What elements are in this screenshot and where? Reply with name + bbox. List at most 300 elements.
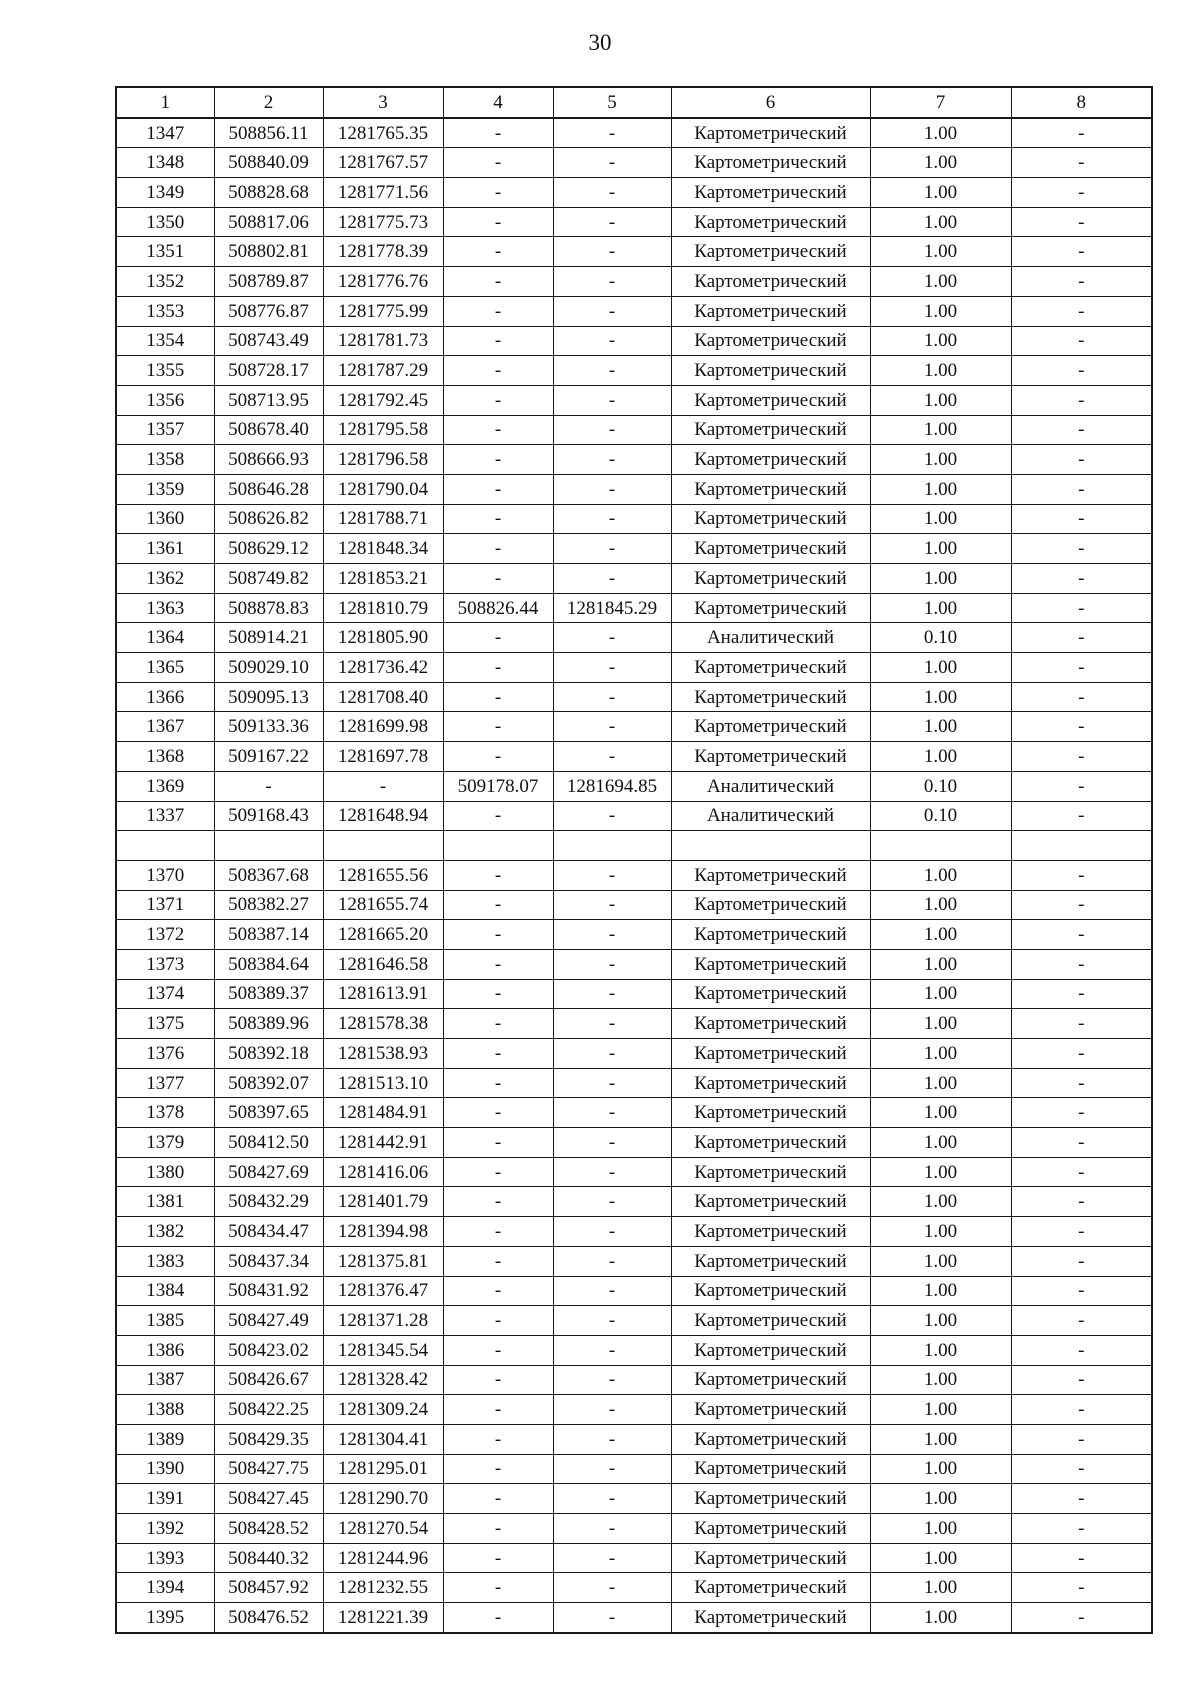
table-cell: 508428.52 (214, 1514, 323, 1544)
table-row (116, 415, 1152, 445)
table-cell: Картометрический (671, 1217, 870, 1247)
table-cell: 1362 (116, 564, 214, 594)
table-cell: 1.00 (870, 920, 1011, 950)
table-cell: - (443, 1365, 553, 1395)
table-cell (443, 831, 553, 861)
table-cell: - (443, 1335, 553, 1365)
table-cell: - (443, 1098, 553, 1128)
table-cell: - (553, 712, 671, 742)
table-cell: 1281775.99 (323, 296, 443, 326)
table-row (116, 1395, 1152, 1425)
table-cell: - (1011, 385, 1152, 415)
table-row (116, 801, 1152, 831)
table-cell: - (443, 1514, 553, 1544)
table-cell: - (443, 742, 553, 772)
table-cell: 1281694.85 (553, 771, 671, 801)
table-cell: Картометрический (671, 1514, 870, 1544)
table-cell: 508789.87 (214, 267, 323, 297)
table-cell: 508828.68 (214, 178, 323, 208)
table-cell: 1.00 (870, 742, 1011, 772)
table-row (116, 267, 1152, 297)
table-cell: Картометрический (671, 742, 870, 772)
table-cell: 1363 (116, 593, 214, 623)
table-cell: - (553, 326, 671, 356)
table-cell: - (443, 534, 553, 564)
table-cell (1011, 831, 1152, 861)
table-cell: - (443, 504, 553, 534)
table-cell: 1281848.34 (323, 534, 443, 564)
table-cell: 1368 (116, 742, 214, 772)
table-cell: Картометрический (671, 474, 870, 504)
table-cell: 508476.52 (214, 1603, 323, 1633)
table-cell: - (1011, 1039, 1152, 1069)
table-cell: - (1011, 1098, 1152, 1128)
table-cell: Картометрический (671, 1039, 870, 1069)
table-cell: - (443, 356, 553, 386)
table-cell: 1281792.45 (323, 385, 443, 415)
table-cell: 1379 (116, 1128, 214, 1158)
table-row (116, 1009, 1152, 1039)
table-cell: 1381 (116, 1187, 214, 1217)
table-cell: 1281513.10 (323, 1068, 443, 1098)
table-row (116, 445, 1152, 475)
table-cell: - (553, 1128, 671, 1158)
table-cell: - (443, 1217, 553, 1247)
table-cell: Картометрический (671, 1157, 870, 1187)
table-cell: Картометрический (671, 356, 870, 386)
table-cell: - (553, 445, 671, 475)
table-cell: - (553, 682, 671, 712)
table-cell: 1281578.38 (323, 1009, 443, 1039)
table-cell: - (553, 296, 671, 326)
table-cell: - (1011, 564, 1152, 594)
table-cell: - (443, 178, 553, 208)
table-cell: - (553, 920, 671, 950)
table-cell: - (553, 1335, 671, 1365)
table-cell: - (1011, 593, 1152, 623)
table-cell (671, 831, 870, 861)
table-cell: 1.00 (870, 385, 1011, 415)
table-cell: 508389.96 (214, 1009, 323, 1039)
table-cell: 1281232.55 (323, 1573, 443, 1603)
table-row (116, 979, 1152, 1009)
table-row (116, 237, 1152, 267)
table-cell: Картометрический (671, 326, 870, 356)
table-cell: - (443, 801, 553, 831)
table-row (116, 1128, 1152, 1158)
table-cell: - (553, 623, 671, 653)
table-cell: Картометрический (671, 653, 870, 683)
table-cell: Картометрический (671, 1187, 870, 1217)
table-cell: Картометрический (671, 207, 870, 237)
table-cell: - (553, 118, 671, 148)
table-cell: 1.00 (870, 1424, 1011, 1454)
table-cell: - (1011, 1424, 1152, 1454)
table-cell: 1352 (116, 267, 214, 297)
table-cell: 0.10 (870, 623, 1011, 653)
table-cell: 1349 (116, 178, 214, 208)
table-cell: 1281442.91 (323, 1128, 443, 1158)
table-cell: - (1011, 1187, 1152, 1217)
table-cell: - (214, 771, 323, 801)
table-cell: 509029.10 (214, 653, 323, 683)
table-cell: - (443, 979, 553, 1009)
table-cell: 1281375.81 (323, 1246, 443, 1276)
table-cell: Картометрический (671, 1009, 870, 1039)
table-cell: 1281795.58 (323, 415, 443, 445)
table-row (116, 831, 1152, 861)
table-cell: 1353 (116, 296, 214, 326)
table-cell: - (1011, 1573, 1152, 1603)
table-cell: 1357 (116, 415, 214, 445)
table-cell: 508437.34 (214, 1246, 323, 1276)
table-row (116, 1068, 1152, 1098)
header-cell: 2 (214, 87, 323, 118)
table-cell: - (1011, 1484, 1152, 1514)
table-cell: - (1011, 1365, 1152, 1395)
table-cell: 1370 (116, 860, 214, 890)
table-cell: 1.00 (870, 564, 1011, 594)
table-cell: 1281781.73 (323, 326, 443, 356)
table-cell: - (443, 1246, 553, 1276)
table-cell: Картометрический (671, 1395, 870, 1425)
table-cell: - (553, 979, 671, 1009)
table-row (116, 178, 1152, 208)
table-cell: - (443, 1454, 553, 1484)
table-cell: - (553, 1484, 671, 1514)
table-cell: 1388 (116, 1395, 214, 1425)
table-cell: - (553, 267, 671, 297)
table-cell: - (553, 653, 671, 683)
table-cell: - (553, 474, 671, 504)
table-cell: 508457.92 (214, 1573, 323, 1603)
table-cell: 1.00 (870, 207, 1011, 237)
table-row (116, 118, 1152, 148)
table-cell: Картометрический (671, 445, 870, 475)
table-cell: 508412.50 (214, 1128, 323, 1158)
table-cell: 1.00 (870, 326, 1011, 356)
table-row (116, 504, 1152, 534)
table-cell: 509095.13 (214, 682, 323, 712)
table-cell: Аналитический (671, 623, 870, 653)
table-cell: - (1011, 178, 1152, 208)
table-cell: 0.10 (870, 801, 1011, 831)
table-cell: - (553, 1424, 671, 1454)
table-cell: 1361 (116, 534, 214, 564)
table-cell: 1.00 (870, 1543, 1011, 1573)
table-cell: 1356 (116, 385, 214, 415)
table-cell: 1.00 (870, 979, 1011, 1009)
table-cell: 508749.82 (214, 564, 323, 594)
table-cell: - (1011, 415, 1152, 445)
table-cell: 1281646.58 (323, 949, 443, 979)
table-row (116, 1217, 1152, 1247)
table-cell: - (443, 623, 553, 653)
table-cell: Картометрический (671, 949, 870, 979)
table-cell: 1347 (116, 118, 214, 148)
table-cell: 1.00 (870, 178, 1011, 208)
table-cell: 1281244.96 (323, 1543, 443, 1573)
table-cell: 1281221.39 (323, 1603, 443, 1633)
table-row (116, 474, 1152, 504)
table-cell: 1.00 (870, 682, 1011, 712)
table-cell: - (553, 801, 671, 831)
table-cell: 1281788.71 (323, 504, 443, 534)
table-cell: 1365 (116, 653, 214, 683)
table-cell: - (1011, 1335, 1152, 1365)
table-cell: 1.00 (870, 534, 1011, 564)
table-cell: 1281778.39 (323, 237, 443, 267)
table-row (116, 920, 1152, 950)
table-cell: Картометрический (671, 1068, 870, 1098)
table-cell: - (443, 385, 553, 415)
table-row (116, 356, 1152, 386)
table-cell: Картометрический (671, 1335, 870, 1365)
table-cell: 1382 (116, 1217, 214, 1247)
table-cell: Картометрический (671, 1365, 870, 1395)
table-cell (553, 831, 671, 861)
table-cell: 508776.87 (214, 296, 323, 326)
table-cell: 1281371.28 (323, 1306, 443, 1336)
table-cell: 508440.32 (214, 1543, 323, 1573)
table-cell: - (1011, 860, 1152, 890)
table-cell: Картометрический (671, 237, 870, 267)
table-cell: 508427.75 (214, 1454, 323, 1484)
table-cell: 508397.65 (214, 1098, 323, 1128)
table-cell (870, 831, 1011, 861)
table-cell: 1281776.76 (323, 267, 443, 297)
table-cell: - (443, 1276, 553, 1306)
table-cell: Картометрический (671, 1128, 870, 1158)
table-cell: - (553, 1098, 671, 1128)
table-cell: 1281270.54 (323, 1514, 443, 1544)
table-cell: 508434.47 (214, 1217, 323, 1247)
table-cell: - (323, 771, 443, 801)
table-cell: 1.00 (870, 237, 1011, 267)
table-cell: - (1011, 267, 1152, 297)
header-cell: 6 (671, 87, 870, 118)
table-cell: 1.00 (870, 267, 1011, 297)
table-row (116, 1039, 1152, 1069)
table-cell: - (1011, 1306, 1152, 1336)
table-cell: Картометрический (671, 296, 870, 326)
table-cell: Картометрический (671, 267, 870, 297)
table-row (116, 148, 1152, 178)
table-cell: - (553, 1246, 671, 1276)
table-cell: 508422.25 (214, 1395, 323, 1425)
table-cell: 1358 (116, 445, 214, 475)
table-cell: - (443, 148, 553, 178)
table-row (116, 771, 1152, 801)
table-cell: - (553, 148, 671, 178)
table-cell: 1364 (116, 623, 214, 653)
table-cell: - (1011, 534, 1152, 564)
table-cell: - (553, 1068, 671, 1098)
table-cell: 1351 (116, 237, 214, 267)
table-cell: Картометрический (671, 1424, 870, 1454)
table-cell: Картометрический (671, 504, 870, 534)
table-cell: - (1011, 148, 1152, 178)
table-cell: - (443, 1068, 553, 1098)
table-cell: - (1011, 890, 1152, 920)
table-cell: - (553, 1217, 671, 1247)
table-row (116, 1187, 1152, 1217)
table-cell: - (1011, 356, 1152, 386)
table-cell: 1.00 (870, 1603, 1011, 1633)
table-cell: 1394 (116, 1573, 214, 1603)
table-cell: Картометрический (671, 1454, 870, 1484)
table-row (116, 1454, 1152, 1484)
table-cell: - (553, 1009, 671, 1039)
table-row (116, 564, 1152, 594)
header-cell: 8 (1011, 87, 1152, 118)
table-cell: 1281771.56 (323, 178, 443, 208)
table-cell: 1387 (116, 1365, 214, 1395)
table-cell: 1384 (116, 1276, 214, 1306)
table-cell: 1.00 (870, 1365, 1011, 1395)
table-cell: 508389.37 (214, 979, 323, 1009)
table-cell: 1.00 (870, 1573, 1011, 1603)
table-row (116, 207, 1152, 237)
table-cell: 1.00 (870, 712, 1011, 742)
table-cell: - (443, 267, 553, 297)
table-cell: 1.00 (870, 148, 1011, 178)
header-cell: 1 (116, 87, 214, 118)
table-cell: Картометрический (671, 148, 870, 178)
table-cell: 508713.95 (214, 385, 323, 415)
table-cell: 1375 (116, 1009, 214, 1039)
table-cell: 1281805.90 (323, 623, 443, 653)
table-cell: Картометрический (671, 178, 870, 208)
table-cell: - (1011, 623, 1152, 653)
table-cell: 508426.67 (214, 1365, 323, 1395)
table-cell: 1.00 (870, 1335, 1011, 1365)
table-cell: 1.00 (870, 415, 1011, 445)
table-cell: 508678.40 (214, 415, 323, 445)
table-cell: 508646.28 (214, 474, 323, 504)
table-cell: Картометрический (671, 1543, 870, 1573)
table-cell: 1.00 (870, 1276, 1011, 1306)
table-row (116, 1365, 1152, 1395)
table-cell: Картометрический (671, 1276, 870, 1306)
table-cell: 508427.49 (214, 1306, 323, 1336)
table-row (116, 1424, 1152, 1454)
table-cell: - (443, 415, 553, 445)
table-cell: - (1011, 1217, 1152, 1247)
table-row (116, 949, 1152, 979)
coordinates-table (115, 86, 1153, 1634)
table-row (116, 623, 1152, 653)
table-cell: 1281401.79 (323, 1187, 443, 1217)
table-cell: 508743.49 (214, 326, 323, 356)
table-cell: - (443, 653, 553, 683)
table-cell: - (443, 860, 553, 890)
table-cell: 1.00 (870, 474, 1011, 504)
table-cell: Картометрический (671, 534, 870, 564)
table-cell: 1391 (116, 1484, 214, 1514)
table-cell: 1281309.24 (323, 1395, 443, 1425)
table-cell: - (443, 564, 553, 594)
table-cell: 1281648.94 (323, 801, 443, 831)
table-header-row (116, 87, 1152, 118)
table-cell: - (443, 237, 553, 267)
table-cell: 1359 (116, 474, 214, 504)
table-cell: - (553, 1306, 671, 1336)
table-cell: - (1011, 1128, 1152, 1158)
table-cell: Картометрический (671, 564, 870, 594)
table-cell: 1.00 (870, 653, 1011, 683)
table-cell: 508392.18 (214, 1039, 323, 1069)
table-cell: 1386 (116, 1335, 214, 1365)
table-row (116, 1335, 1152, 1365)
table-cell: - (1011, 237, 1152, 267)
header-cell: 4 (443, 87, 553, 118)
table-cell: Картометрический (671, 860, 870, 890)
table-cell: - (443, 1543, 553, 1573)
table-cell: 1.00 (870, 504, 1011, 534)
table-cell: 1281416.06 (323, 1157, 443, 1187)
table-cell: - (553, 1573, 671, 1603)
table-cell: - (553, 564, 671, 594)
table-cell: - (1011, 1068, 1152, 1098)
table-cell: - (443, 1484, 553, 1514)
table-cell: 1281328.42 (323, 1365, 443, 1395)
table-cell: 1.00 (870, 1128, 1011, 1158)
table-cell: - (443, 1424, 553, 1454)
table-cell: 1378 (116, 1098, 214, 1128)
table-row (116, 712, 1152, 742)
table-cell: 1281484.91 (323, 1098, 443, 1128)
table-cell: 508817.06 (214, 207, 323, 237)
table-cell: 1281655.56 (323, 860, 443, 890)
table-cell: 1380 (116, 1157, 214, 1187)
table-cell: Картометрический (671, 1246, 870, 1276)
table-cell: 508392.07 (214, 1068, 323, 1098)
table-cell: - (553, 742, 671, 772)
table-cell: 1348 (116, 148, 214, 178)
table-cell: - (553, 385, 671, 415)
table-cell: - (1011, 653, 1152, 683)
table-cell: 1377 (116, 1068, 214, 1098)
table-cell: 1281765.35 (323, 118, 443, 148)
table-cell: 1393 (116, 1543, 214, 1573)
table-cell: 508856.11 (214, 118, 323, 148)
table-cell: - (1011, 1543, 1152, 1573)
table-cell: - (1011, 1454, 1152, 1484)
table-cell: - (443, 682, 553, 712)
table-cell: 1.00 (870, 445, 1011, 475)
table-cell: - (1011, 118, 1152, 148)
table-cell: Аналитический (671, 771, 870, 801)
table-cell: 1374 (116, 979, 214, 1009)
table-cell: 509133.36 (214, 712, 323, 742)
table-cell: 1281796.58 (323, 445, 443, 475)
table-row (116, 1543, 1152, 1573)
table-cell: 1281304.41 (323, 1424, 443, 1454)
table-cell: 1385 (116, 1306, 214, 1336)
table-row (116, 1573, 1152, 1603)
table-cell: 1.00 (870, 1395, 1011, 1425)
table-cell: - (553, 207, 671, 237)
table-cell: - (1011, 326, 1152, 356)
table-cell: - (1011, 474, 1152, 504)
table-cell: - (553, 1187, 671, 1217)
table-cell: - (443, 1306, 553, 1336)
table-cell: - (443, 1603, 553, 1633)
table-cell: 508728.17 (214, 356, 323, 386)
table-cell: Картометрический (671, 118, 870, 148)
table-cell: Аналитический (671, 801, 870, 831)
